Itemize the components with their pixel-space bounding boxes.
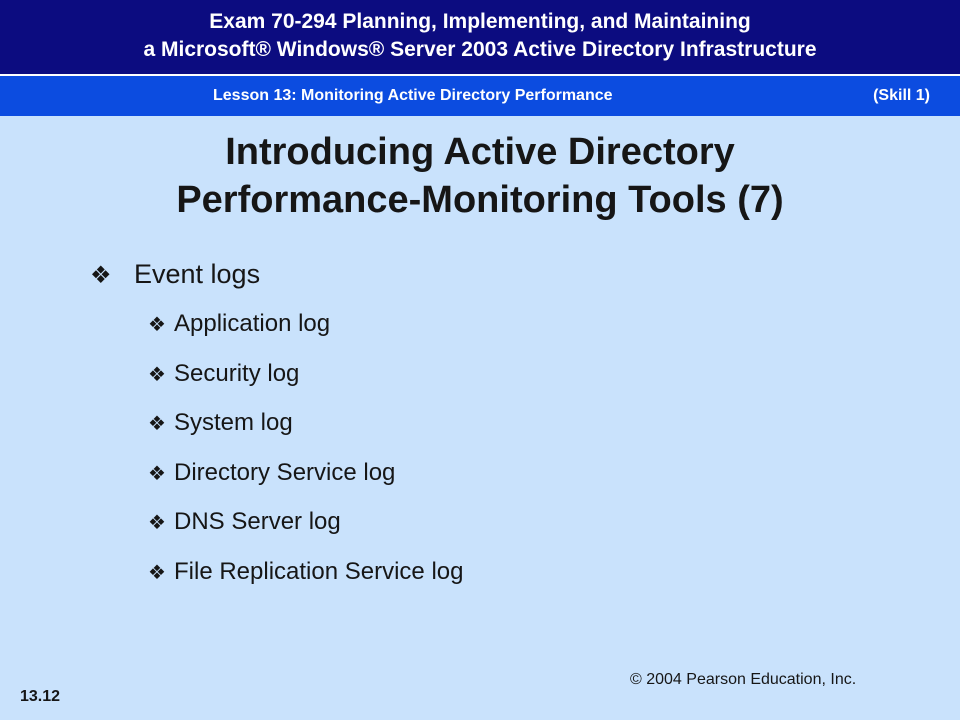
diamond-bullet-icon: ❖ bbox=[148, 314, 166, 336]
sub-bullet-text: System log bbox=[174, 409, 293, 437]
sub-bullet-item bbox=[148, 508, 463, 558]
copyright-notice: © 2004 Pearson Education, Inc. bbox=[630, 671, 857, 688]
diamond-bullet-icon: ❖ bbox=[90, 262, 112, 289]
diamond-bullet-icon: ❖ bbox=[148, 561, 166, 584]
diamond-bullet-icon: ❖ bbox=[148, 462, 166, 485]
sub-bullet-item bbox=[148, 310, 463, 360]
course-header bbox=[0, 0, 960, 74]
diamond-bullet-icon: ❖ bbox=[148, 512, 166, 535]
slide-title bbox=[0, 128, 960, 224]
diamond-bullet-icon: ❖ bbox=[148, 363, 166, 386]
diamond-bullet-icon: ❖ bbox=[148, 413, 166, 436]
main-bullet bbox=[90, 259, 260, 290]
sub-bullet-text: Directory Service log bbox=[174, 458, 396, 486]
sub-bullet-item bbox=[148, 360, 463, 410]
slide-title-line-2: Performance-Monitoring Tools (7) bbox=[176, 179, 784, 221]
sub-bullet-text: DNS Server log bbox=[174, 508, 341, 536]
lesson-title: Lesson 13: Monitoring Active Directory Performance bbox=[213, 87, 613, 104]
slide-number: 13.12 bbox=[20, 688, 61, 705]
sub-bullet-list bbox=[148, 310, 463, 608]
main-bullet-text: Event logs bbox=[134, 259, 261, 289]
sub-bullet-text: Security log bbox=[174, 359, 300, 387]
sub-bullet-item bbox=[148, 409, 463, 459]
skill-label: (Skill 1) bbox=[873, 87, 930, 104]
course-title-line-1: Exam 70-294 Planning, Implementing, and Maintaining bbox=[209, 10, 751, 33]
lesson-bar bbox=[0, 76, 960, 116]
sub-bullet-item bbox=[148, 558, 463, 608]
sub-bullet-text: File Replication Service log bbox=[174, 557, 464, 585]
sub-bullet-text: Application log bbox=[174, 310, 331, 337]
slide-title-line-1: Introducing Active Directory bbox=[225, 131, 735, 173]
course-title-line-2: a Microsoft® Windows® Server 2003 Active Directory Infrastructure bbox=[143, 38, 817, 61]
sub-bullet-item bbox=[148, 459, 463, 509]
